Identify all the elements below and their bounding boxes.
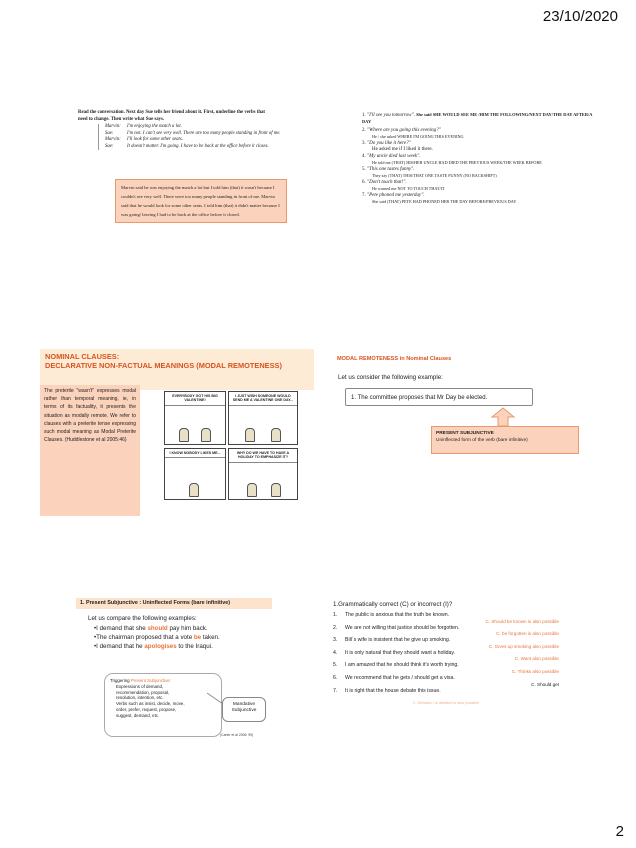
slide4-intro: Let us consider the following example: [338, 374, 443, 381]
example-line: •I demand that he apologises to the Iraqui. [94, 643, 213, 650]
list-item: 6. "Don't touch that!". He warned me NOT TO TOUCH THAT/IT [362, 179, 445, 192]
date: 23/10/2020 [542, 8, 618, 25]
character-figure [271, 428, 281, 442]
arrow-up-icon [490, 407, 516, 427]
dialog-line: Marvin: I'll look for some other seats. [105, 137, 183, 143]
answer: C. Should be known is also possible [485, 618, 559, 624]
slide2-list [362, 112, 602, 206]
trigger-box: Triggering Present Subjunctive: Expressions of demand, recommendation, proposal, resolution, intention, etc. Verbs such as insist, decide, move, order, prefer, request, propose, suggest, demand, etc. [104, 673, 222, 737]
answer: C. Want also possible [514, 656, 559, 662]
character-figure [201, 428, 211, 442]
slide6-heading: 1.Grammatically correct (C) or incorrect (I)? [333, 601, 453, 608]
slide5-intro: Let us compare the following examples: [88, 615, 197, 622]
list-item: 6. We recommend that he gets / should get a visa. [333, 674, 455, 681]
answer: C. Should get [531, 681, 559, 687]
character-figure [189, 483, 199, 497]
list-item: 5. I am amazed that he should think it's worth trying. [333, 662, 459, 669]
comic-panel: WHY DO WE HAVE TO HAVE A HOLIDAY TO EMPHASIZE IT? [228, 448, 298, 500]
slide1-instruction: Read the conversation. Next day Sue tells her friend about it. First, underline the verbs that need to change. Then write what Sue says. [78, 110, 265, 122]
slide6-list [333, 612, 583, 706]
dialog-line: Sue: I'm not. I can't see very well. There are too many people standing in front of me. [105, 130, 281, 136]
list-item: 2. We are not willing that justice should be forgotten. [333, 624, 460, 631]
list-item: 2. "Where are you going this evening?" He / she asked WHERE I'M GOING THIS EVENING [362, 127, 464, 140]
comic-panel: I KNOW NOBODY LIKES ME... [164, 448, 226, 500]
character-figure [271, 483, 281, 497]
slide5-heading: 1. Present Subjunctive : Uninflected Forms (bare infinitive) [76, 598, 272, 609]
character-figure [245, 428, 255, 442]
comic-panel: EVERYBODY GOT HIS BIG VALENTINE! [164, 391, 226, 445]
dialog-line: Sue: It doesn't matter. I'm going. I have to be back at the office before it closes. [105, 143, 269, 149]
list-item: 3. Bill´s wife is insistent that he give up smoking. [333, 637, 451, 644]
list-item: 1. "I'll see you tomorrow". She said SHE WOULD SEE ME /HIM THE FOLLOWING/NEXT DAY/THE DAY AFTER/A DAY [362, 112, 593, 125]
slide4-example: 1. The committee proposes that Mr Day be elected. [345, 388, 533, 406]
list-item: 3. "Do you like it here?" He asked me if I liked it there. [362, 140, 433, 153]
slide1-answer-box: Marvin said he was enjoying the match a lot but I told him (that) it wasn't because I couldn't see very well. There were too many people standing in front of me. Marvin said that he would look for some other seats. I told him (that) it didn't matter because I was going/ leaving I had to be back at the office before it closed. [115, 179, 287, 223]
character-figure [247, 483, 257, 497]
slide3-heading: NOMINAL CLAUSES: DECLARATIVE NON-FACTUAL MEANINGS (MODAL REMOTENESS) [40, 349, 314, 390]
list-item: 4. It is only natural that they should want a holiday. [333, 649, 456, 656]
list-item: 1. The public is anxious that the truth be known. [333, 612, 450, 618]
answer: C. Debates / is debated is also possible [412, 701, 480, 706]
list-item: 7. "Pete phoned me yesterday". She said (THAT) PETE HAD PHONED HER THE DAY BEFORE/PREVIOUS DAY [362, 192, 517, 205]
list-item: 4. "My uncle died last week". He told me (THAT) HIS/HER UNCLE HAD DIED THE PREVIOUS WEEK/THE WEEK BEFORE [362, 153, 542, 166]
dialog-line: Marvin: I'm enjoying the match a lot. [105, 124, 182, 129]
example-line: •I demand that she should pay him back. [94, 625, 208, 632]
example-line: •The chairman proposed that a vote be taken. [94, 634, 220, 641]
answer: C. Gives up smoking also possible [488, 643, 559, 649]
slide4-subjunctive-box: PRESENT SUBJUNCTIVE Uninflected form of the verb (bare infinitive) [431, 426, 579, 454]
mandative-box: Mandative Subjunctive [222, 697, 266, 722]
list-item: 7. It is right that the house debate this issue. [333, 687, 441, 694]
slide4-title: MODAL REMOTENESS in Nominal Clauses [337, 356, 452, 362]
character-figure [179, 428, 189, 442]
list-item: 5. "This one tastes funny". They say (THAT) THIS/THAT ONE TASTE FUNNY (NO BACKSHIFT) [362, 166, 497, 179]
slide1-dialog [98, 124, 285, 150]
citation: (Carter et al 2006: 99) [220, 733, 254, 737]
page-number: 2 [615, 823, 624, 840]
slide3-body: The preterite "wasn't" expresses modal rather than temporal meaning, ie, in terms of its factuality, it presents the situation as modally remote. We refer to clauses with a preterite tense expressing such modal meaning as Modal Preterite Clauses. (Huddlestone et al 2005:46) [40, 385, 140, 516]
comic-panel: I JUST WISH SOMEONE WOULD SEND ME A VALENTINE ONE DAY... [228, 391, 298, 445]
answer: C. be forgotten is also possible [496, 631, 559, 637]
answer: C. Thinks also possible [511, 668, 559, 674]
